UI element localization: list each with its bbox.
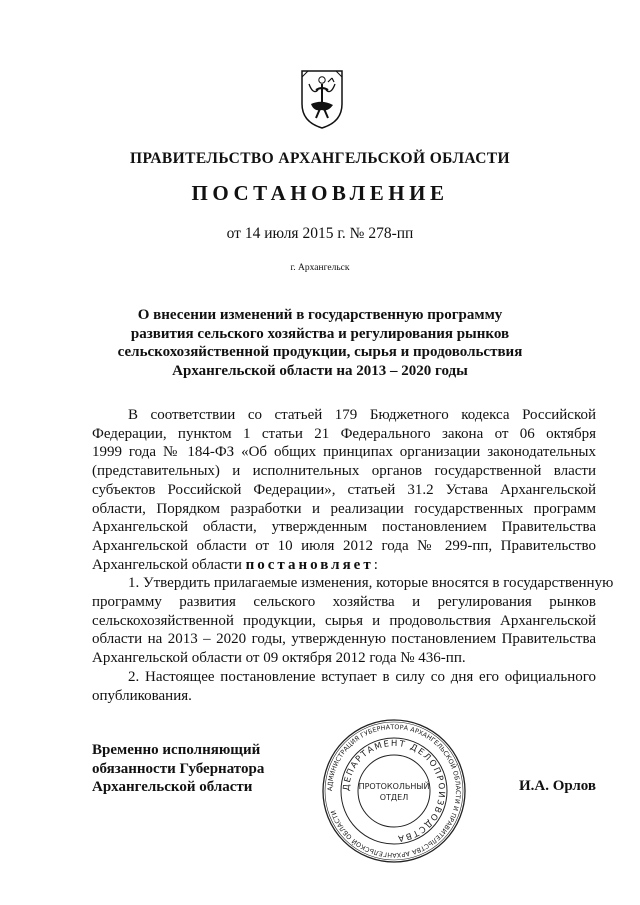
- body-line: 1999 года № 184-ФЗ «Об общих принципах организации законодательных: [92, 444, 596, 461]
- title-line: развития сельского хозяйства и регулирования рынков: [130, 325, 510, 342]
- position-line: обязанности Губернатора: [92, 760, 265, 777]
- decree-word: постановляет: [245, 556, 374, 573]
- title-line: Архангельской области на 2013 – 2020 годы: [172, 362, 468, 379]
- document-title: [0, 306, 640, 380]
- stamp-center-line: ОТДЕЛ: [379, 793, 409, 802]
- position-line: Временно исполняющий: [92, 742, 261, 758]
- body-line: Архангельской области, утвержденным постановлением Правительства: [92, 519, 596, 536]
- signatory-position: [92, 741, 264, 797]
- document-type: ПОСТАНОВЛЕНИЕ: [191, 181, 449, 205]
- signatory-name: И.А. Орлов: [518, 778, 596, 794]
- body-line: (представительных) и исполнительных органов государственной власти: [92, 463, 596, 480]
- stamp-center-line: ПРОТОКОЛЬНЫЙ: [358, 782, 430, 791]
- decree-line: [92, 556, 596, 575]
- document-body: [92, 406, 614, 705]
- position-line: Архангельской области: [92, 779, 253, 795]
- item-1-line: сельскохозяйственной продукции, сырья и продовольствия Архангельской: [92, 612, 596, 629]
- body-line: субъектов Российской Федерации», статьей 31.2 Устава Архангельской: [92, 481, 596, 498]
- stamp-middle-text: ДЕПАРТАМЕНТ ДЕЛОПРОИЗВОДСТВА: [341, 738, 447, 844]
- organization-name: ПРАВИТЕЛЬСТВО АРХАНГЕЛЬСКОЙ ОБЛАСТИ: [129, 150, 510, 167]
- official-stamp: [319, 716, 469, 866]
- item-1-line: Архангельской области от 09 октября 2012 года № 436-пп.: [92, 650, 466, 667]
- title-line: сельскохозяйственной продукции, сырья и продовольствия: [117, 344, 523, 360]
- body-line: Федерации, пунктом 1 статьи 21 Федерального закона от 06 октября: [92, 425, 596, 442]
- decree-suffix: :: [373, 556, 378, 573]
- document-city: г. Архангельск: [290, 263, 350, 273]
- decree-prefix: Архангельской области: [92, 556, 246, 573]
- stamp-outer-text: АДМИНИСТРАЦИЯ ГУБЕРНАТОРА АРХАНГЕЛЬСКОЙ ОБЛАСТИ И ПРАВИТЕЛЬСТВА АРХАНГЕЛЬСКОЙ ОБЛАСТИ: [325, 722, 463, 860]
- item-1-line: программу развития сельского хозяйства и регулирования рынков: [92, 594, 596, 611]
- item-1-line: области на 2013 – 2020 годы, утвержденную постановлением Правительства: [92, 631, 596, 648]
- body-line: В соответствии со статьей 179 Бюджетного кодекса Российской: [128, 407, 596, 423]
- item-2-line: 2. Настоящее постановление вступает в силу со дня его официального: [128, 668, 596, 685]
- title-line: О внесении изменений в государственную программу: [137, 307, 503, 323]
- item-1-line: 1. Утвердить прилагаемые изменения, которые вносятся в государственную: [128, 575, 614, 592]
- document-date: от 14 июля 2015 г. № 278-пп: [226, 225, 414, 242]
- coat-of-arms-icon: [299, 68, 345, 130]
- item-2-line: опубликования.: [92, 687, 192, 704]
- body-line: области, Порядком разработки и реализации государственных программ: [92, 500, 596, 517]
- body-line: Архангельской области от 10 июля 2012 года № 299-пп, Правительство: [92, 537, 596, 554]
